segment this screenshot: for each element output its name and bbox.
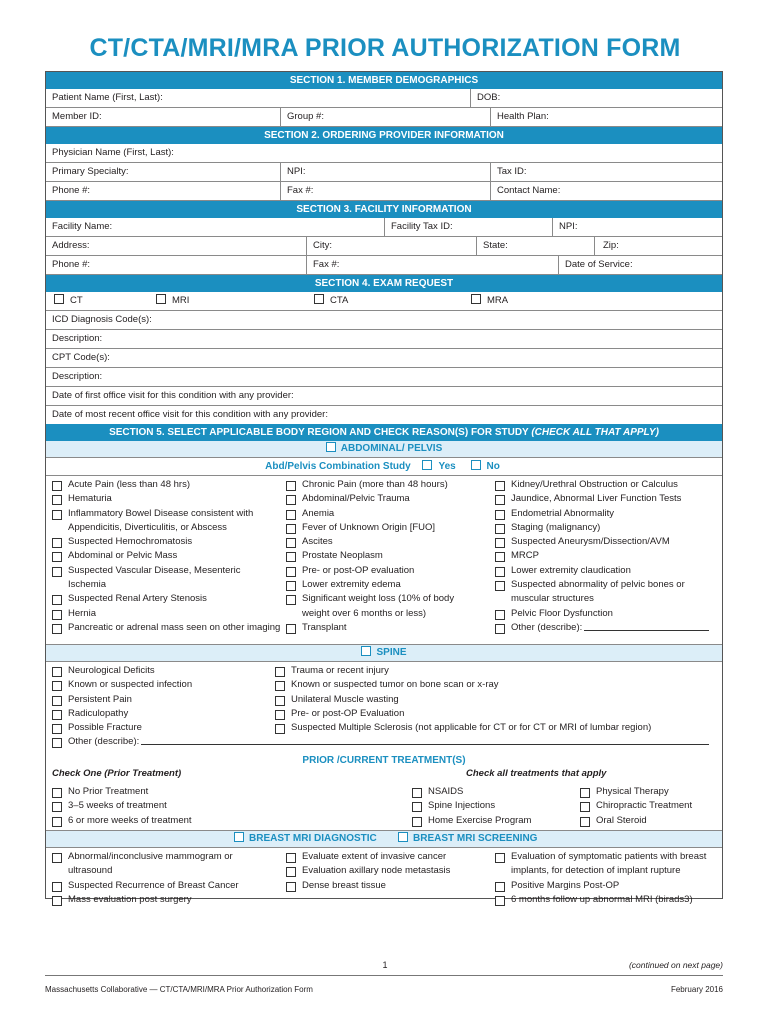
- checkbox-icon: [52, 817, 62, 827]
- checkbox-option[interactable]: [52, 607, 284, 621]
- cpt-description-field[interactable]: Description:: [52, 371, 103, 382]
- option-label: Suspected Vascular Disease, Mesenteric: [68, 564, 241, 576]
- combination-study-row: Abd/Pelvis Combination Study Yes No: [46, 458, 722, 476]
- row-facility-name: [46, 218, 722, 237]
- footer-date: February 2016: [670, 985, 723, 994]
- checkbox-option[interactable]: [286, 850, 486, 864]
- checkbox-option[interactable]: [52, 564, 284, 593]
- option-label: Evaluation of symptomatic patients with breast: [511, 851, 707, 862]
- checkbox-icon: [156, 294, 166, 304]
- option-label: Hernia: [68, 607, 96, 619]
- state-field[interactable]: State:: [476, 237, 594, 255]
- checkbox-option[interactable]: [286, 492, 486, 506]
- option-label: Lower extremity edema: [302, 579, 401, 591]
- checkbox-icon: [495, 896, 505, 906]
- row-patient-name: [46, 89, 722, 108]
- row-physician: [46, 144, 722, 163]
- breast-column-3: [495, 850, 723, 907]
- option-label: Suspected abnormality of pelvic bones or: [511, 579, 685, 591]
- checkbox-icon: [52, 510, 62, 520]
- option-label: Evaluation axillary node metastasis: [302, 865, 451, 877]
- checkbox-option[interactable]: [52, 478, 284, 492]
- date-of-service-field[interactable]: Date of Service:: [558, 256, 724, 274]
- exam-ct-option[interactable]: CT: [48, 292, 148, 310]
- prior-treatment-instructions: [46, 768, 722, 782]
- row-cpt: [46, 349, 722, 368]
- checkbox-icon: [495, 567, 505, 577]
- checkbox-option[interactable]: [580, 814, 720, 828]
- footer-form-name: Massachusetts Collaborative — CT/CTA/MRI/MRA Prior Authorization Form: [45, 985, 313, 994]
- option-label: Suspected Multiple Sclerosis (not applicable for CT or for CT or MRI of lumbar region): [291, 722, 652, 734]
- checkbox-option[interactable]: [52, 592, 284, 606]
- option-label: Pre- or post-OP Evaluation: [291, 707, 405, 719]
- checkbox-icon: [495, 624, 505, 634]
- checkbox-option[interactable]: [495, 492, 723, 506]
- checkbox-icon: [286, 552, 296, 562]
- checkbox-icon: [275, 710, 285, 720]
- checkbox-icon: [286, 524, 296, 534]
- checkbox-icon: [286, 882, 296, 892]
- checkbox-icon: [495, 581, 505, 591]
- address-field[interactable]: Address:: [52, 240, 90, 251]
- option-label-continued: implants, for detection of implant rupture: [511, 865, 681, 877]
- option-label-continued: Appendicitis, Diverticulitis, or Abscess: [68, 521, 227, 533]
- combo-no-option[interactable]: No: [468, 461, 503, 472]
- provider-npi-field[interactable]: NPI:: [280, 163, 490, 181]
- prior-treatment-title: PRIOR /CURRENT TREATMENT(S): [302, 755, 466, 766]
- option-label: Mass evaluation post surgery: [68, 893, 192, 905]
- option-label: Ascites: [302, 536, 333, 548]
- option-label: Known or suspected tumor on bone scan or x-ray: [291, 679, 499, 691]
- row-icd: [46, 311, 722, 330]
- option-label: 3–5 weeks of treatment: [68, 800, 167, 812]
- checkbox-icon: [52, 595, 62, 605]
- checkbox-option[interactable]: [52, 850, 282, 879]
- option-label: Dense breast tissue: [302, 879, 386, 891]
- checkbox-option[interactable]: [52, 879, 282, 893]
- option-label: Lower extremity claudication: [511, 564, 631, 576]
- option-label: Acute Pain (less than 48 hrs): [68, 479, 190, 490]
- checkbox-option[interactable]: [275, 693, 720, 707]
- checkbox-option[interactable]: [52, 785, 252, 799]
- option-label: Possible Fracture: [68, 722, 142, 734]
- option-label: Physical Therapy: [596, 786, 669, 797]
- checkbox-icon: [52, 738, 62, 748]
- option-label: Persistent Pain: [68, 693, 132, 705]
- checkbox-option[interactable]: [52, 893, 282, 907]
- checkbox-icon: [495, 610, 505, 620]
- checkbox-icon: [52, 696, 62, 706]
- breast-screening-option[interactable]: BREAST MRI SCREENING: [398, 831, 537, 847]
- checkbox-icon: [495, 538, 505, 548]
- option-label: Prostate Neoplasm: [302, 550, 383, 562]
- checkbox-option[interactable]: [286, 521, 486, 535]
- option-label: Pancreatic or adrenal mass seen on other imaging: [68, 621, 281, 633]
- checkbox-icon: [52, 724, 62, 734]
- checkbox-option[interactable]: [286, 592, 486, 621]
- checkbox-option[interactable]: [286, 549, 486, 563]
- checkbox-icon: [52, 882, 62, 892]
- option-label: Hematuria: [68, 493, 112, 505]
- breast-reasons: [46, 848, 722, 908]
- option-label: Home Exercise Program: [428, 814, 532, 826]
- check-all-label: Check all treatments that apply: [466, 768, 607, 779]
- option-label: Inflammatory Bowel Disease consistent with: [68, 507, 254, 519]
- facility-npi-field[interactable]: NPI:: [552, 218, 724, 236]
- checkbox-option[interactable]: [52, 799, 252, 813]
- checkbox-option[interactable]: [52, 621, 284, 635]
- continued-note: (continued on next page): [628, 960, 723, 970]
- checkbox-option[interactable]: [286, 535, 486, 549]
- checkbox-icon: [286, 510, 296, 520]
- combo-yes-option[interactable]: Yes: [419, 461, 458, 472]
- checkbox-icon: [471, 294, 481, 304]
- footer-divider: [45, 975, 723, 976]
- checkbox-icon: [286, 538, 296, 548]
- checkbox-icon: [471, 460, 481, 470]
- describe-line[interactable]: [141, 735, 709, 745]
- section-3-header: SECTION 3. FACILITY INFORMATION: [46, 201, 722, 218]
- patient-name-field[interactable]: Patient Name (First, Last):: [52, 92, 163, 103]
- prior-treatment-options: [46, 782, 722, 830]
- checkbox-icon: [52, 567, 62, 577]
- breast-column-1: [52, 850, 282, 907]
- checkbox-icon: [286, 853, 296, 863]
- option-label: MRCP: [511, 550, 539, 562]
- checkbox-icon: [412, 802, 422, 812]
- cpt-codes-field[interactable]: CPT Code(s):: [52, 352, 110, 363]
- checkbox-option[interactable]: [495, 535, 723, 549]
- icd-codes-field[interactable]: ICD Diagnosis Code(s):: [52, 314, 152, 325]
- option-label: Suspected Aneurysm/Dissection/AVM: [511, 536, 670, 548]
- checkbox-icon: [412, 817, 422, 827]
- checkbox-option[interactable]: [495, 621, 723, 635]
- checkbox-icon: [495, 853, 505, 863]
- checkbox-option[interactable]: [52, 549, 284, 563]
- checkbox-option[interactable]: [495, 578, 723, 607]
- checkbox-icon: [314, 294, 324, 304]
- option-label: NSAIDS: [428, 786, 464, 797]
- checkbox-option[interactable]: [412, 814, 572, 828]
- check-one-label: Check One (Prior Treatment): [52, 768, 182, 779]
- row-recent-visit: [46, 406, 722, 424]
- checkbox-icon: [495, 481, 505, 491]
- checkbox-icon: [234, 832, 244, 842]
- provider-fax-field[interactable]: Fax #:: [280, 182, 490, 200]
- checkbox-option[interactable]: [52, 492, 284, 506]
- row-address: [46, 237, 722, 256]
- option-label: Abnormal/inconclusive mammogram or: [68, 851, 233, 862]
- checkbox-icon: [495, 495, 505, 505]
- option-label-continued: ultrasound: [68, 865, 113, 877]
- prior-treatment-column-2: [412, 785, 572, 828]
- physician-name-field[interactable]: Physician Name (First, Last):: [52, 147, 174, 158]
- checkbox-icon: [52, 802, 62, 812]
- checkbox-icon: [52, 788, 62, 798]
- option-label-continued: muscular structures: [511, 593, 594, 605]
- section-1-header: SECTION 1. MEMBER DEMOGRAPHICS: [46, 72, 722, 89]
- checkbox-icon: [495, 510, 505, 520]
- checkbox-option[interactable]: [495, 879, 723, 893]
- abdominal-column-1: [52, 478, 284, 635]
- facility-tax-id-field[interactable]: Facility Tax ID:: [384, 218, 552, 236]
- form-title: CT/CTA/MRI/MRA PRIOR AUTHORIZATION FORM: [89, 34, 681, 62]
- checkbox-option[interactable]: [52, 693, 272, 707]
- checkbox-icon: [286, 581, 296, 591]
- checkbox-icon: [398, 832, 408, 842]
- abdominal-column-3: [495, 478, 723, 635]
- checkbox-option[interactable]: [286, 478, 486, 492]
- checkbox-icon: [52, 481, 62, 491]
- exam-cta-option[interactable]: CTA: [308, 292, 458, 310]
- option-label: Spine Injections: [428, 800, 496, 812]
- checkbox-icon: [52, 552, 62, 562]
- checkbox-icon: [286, 495, 296, 505]
- row-member-id: [46, 108, 722, 127]
- option-label: Chronic Pain (more than 48 hours): [302, 479, 448, 490]
- checkbox-icon: [275, 667, 285, 677]
- checkbox-icon: [422, 460, 432, 470]
- prior-authorization-form: [45, 71, 723, 905]
- checkbox-icon: [52, 538, 62, 548]
- checkbox-icon: [52, 495, 62, 505]
- checkbox-option[interactable]: [286, 864, 486, 878]
- checkbox-icon: [52, 681, 62, 691]
- provider-phone-field[interactable]: Phone #:: [52, 185, 91, 196]
- row-desc-2: [46, 368, 722, 387]
- checkbox-option[interactable]: [52, 507, 284, 536]
- checkbox-icon: [52, 710, 62, 720]
- breast-diagnostic-option[interactable]: BREAST MRI DIAGNOSTIC: [234, 831, 377, 847]
- icd-description-field[interactable]: Description:: [52, 333, 103, 344]
- checkbox-option[interactable]: [495, 850, 723, 879]
- checkbox-option[interactable]: [52, 664, 272, 678]
- option-label: Suspected Recurrence of Breast Cancer: [68, 879, 239, 891]
- checkbox-icon: [495, 882, 505, 892]
- checkbox-icon: [286, 595, 296, 605]
- row-specialty: [46, 163, 722, 182]
- checkbox-icon: [52, 624, 62, 634]
- row-desc-1: [46, 330, 722, 349]
- checkbox-icon: [52, 610, 62, 620]
- checkbox-option[interactable]: [495, 564, 723, 578]
- health-plan-field[interactable]: Health Plan:: [490, 108, 724, 126]
- option-label: 6 or more weeks of treatment: [68, 814, 192, 826]
- checkbox-icon: [580, 788, 590, 798]
- checkbox-option[interactable]: [286, 507, 486, 521]
- checkbox-icon: [275, 724, 285, 734]
- abdominal-column-2: [286, 478, 486, 635]
- option-label: Jaundice, Abnormal Liver Function Tests: [511, 493, 682, 505]
- checkbox-option[interactable]: [495, 478, 723, 492]
- row-provider-phone: [46, 182, 722, 201]
- option-label: Staging (malignancy): [511, 521, 601, 533]
- option-label: Transplant: [302, 621, 347, 633]
- checkbox-option[interactable]: [412, 785, 572, 799]
- checkbox-option[interactable]: [412, 799, 572, 813]
- spine-reasons: [46, 662, 722, 754]
- section-5-header: SECTION 5. SELECT APPLICABLE BODY REGION AND CHECK REASON(S) FOR STUDY (CHECK ALL THAT APPLY): [46, 424, 722, 441]
- checkbox-option[interactable]: [286, 564, 486, 578]
- spine-column-2: [275, 664, 720, 735]
- checkbox-option[interactable]: [275, 721, 720, 735]
- checkbox-option[interactable]: [580, 799, 720, 813]
- facility-fax-field[interactable]: Fax #:: [306, 256, 558, 274]
- option-label: Trauma or recent injury: [291, 665, 389, 676]
- checkbox-icon: [286, 481, 296, 491]
- option-label: Evaluate extent of invasive cancer: [302, 851, 447, 862]
- prior-treatment-column-3: [580, 785, 720, 828]
- dob-field[interactable]: DOB:: [470, 89, 724, 107]
- facility-phone-field[interactable]: Phone #:: [52, 259, 91, 270]
- checkbox-icon: [52, 667, 62, 677]
- checkbox-icon: [580, 817, 590, 827]
- option-label: Unilateral Muscle wasting: [291, 693, 399, 705]
- checkbox-icon: [275, 696, 285, 706]
- checkbox-option[interactable]: [286, 621, 486, 635]
- abdominal-pelvis-header[interactable]: ABDOMINAL/ PELVIS: [46, 441, 722, 458]
- describe-line[interactable]: [584, 621, 709, 631]
- option-label: 6 months follow up abnormal MRI (birads3): [511, 893, 693, 905]
- option-label: Positive Margins Post-OP: [511, 879, 620, 891]
- checkbox-option[interactable]: [52, 721, 272, 735]
- option-label-continued: weight over 6 months or less): [302, 607, 427, 619]
- spine-header[interactable]: SPINE: [46, 644, 722, 662]
- option-label: Anemia: [302, 507, 335, 519]
- option-label: Abdominal/Pelvic Trauma: [302, 493, 410, 505]
- checkbox-option[interactable]: [495, 893, 723, 907]
- row-facility-phone: [46, 256, 722, 275]
- checkbox-icon: [52, 853, 62, 863]
- option-label: Endometrial Abnormality: [511, 507, 614, 519]
- option-label: Fever of Unknown Origin [FUO]: [302, 521, 436, 533]
- section-2-header: SECTION 2. ORDERING PROVIDER INFORMATION: [46, 127, 722, 144]
- option-label: Known or suspected infection: [68, 679, 193, 691]
- section-4-header: SECTION 4. EXAM REQUEST: [46, 275, 722, 292]
- checkbox-option[interactable]: [52, 707, 272, 721]
- row-first-visit: [46, 387, 722, 406]
- checkbox-option[interactable]: [275, 664, 720, 678]
- option-label-continued: Ischemia: [68, 579, 107, 591]
- checkbox-option[interactable]: [52, 535, 284, 549]
- option-label: Other (describe):: [511, 621, 583, 633]
- row-exam-types: [46, 292, 722, 311]
- checkbox-option[interactable]: [580, 785, 720, 799]
- breast-column-2: [286, 850, 486, 893]
- option-label: Kidney/Urethral Obstruction or Calculus: [511, 479, 678, 490]
- checkbox-icon: [286, 567, 296, 577]
- checkbox-option[interactable]: [495, 521, 723, 535]
- option-label: Significant weight loss (10% of body: [302, 593, 455, 605]
- checkbox-option[interactable]: [495, 507, 723, 521]
- checkbox-icon: [275, 681, 285, 691]
- option-label: No Prior Treatment: [68, 786, 149, 797]
- checkbox-icon: [286, 867, 296, 877]
- facility-name-field[interactable]: Facility Name:: [52, 221, 113, 232]
- exam-mra-option[interactable]: MRA: [465, 292, 615, 310]
- option-label: Radiculopathy: [68, 707, 129, 719]
- recent-visit-date-field[interactable]: Date of most recent office visit for this condition with any provider:: [52, 409, 328, 420]
- checkbox-icon: [580, 802, 590, 812]
- checkbox-icon: [286, 624, 296, 634]
- checkbox-option[interactable]: [275, 707, 720, 721]
- zip-field[interactable]: Zip:: [594, 237, 724, 255]
- option-label: Abdominal or Pelvic Mass: [68, 550, 178, 562]
- checkbox-icon: [412, 788, 422, 798]
- prior-treatment-column-1: [52, 785, 252, 828]
- page-number: 1: [382, 960, 388, 970]
- option-label: Pre- or post-OP evaluation: [302, 564, 415, 576]
- checkbox-option[interactable]: [286, 879, 486, 893]
- checkbox-icon: [495, 524, 505, 534]
- option-label: Chiropractic Treatment: [596, 800, 693, 812]
- checkbox-option[interactable]: [495, 607, 723, 621]
- option-label: Pelvic Floor Dysfunction: [511, 607, 613, 619]
- spine-column-1: [52, 664, 272, 750]
- tax-id-field[interactable]: Tax ID:: [490, 163, 724, 181]
- checkbox-icon: [52, 896, 62, 906]
- checkbox-icon: [361, 646, 371, 656]
- checkbox-icon: [326, 442, 336, 452]
- contact-name-field[interactable]: Contact Name:: [490, 182, 724, 200]
- checkbox-icon: [54, 294, 64, 304]
- checkbox-option[interactable]: [52, 735, 272, 749]
- option-label: Oral Steroid: [596, 814, 647, 826]
- breast-mri-header: [46, 830, 722, 848]
- option-label: Other (describe):: [68, 736, 140, 748]
- checkbox-option[interactable]: [275, 678, 720, 692]
- checkbox-option[interactable]: [52, 814, 252, 828]
- checkbox-icon: [495, 552, 505, 562]
- group-field[interactable]: Group #:: [280, 108, 490, 126]
- first-visit-date-field[interactable]: Date of first office visit for this condition with any provider:: [52, 390, 294, 401]
- abdominal-reasons: [46, 476, 722, 644]
- option-label: Suspected Hemochromatosis: [68, 536, 193, 548]
- exam-mri-option[interactable]: MRI: [150, 292, 300, 310]
- checkbox-option[interactable]: [286, 578, 486, 592]
- option-label: Neurological Deficits: [68, 665, 155, 676]
- option-label: Suspected Renal Artery Stenosis: [68, 593, 207, 605]
- primary-specialty-field[interactable]: Primary Specialty:: [52, 166, 129, 177]
- checkbox-option[interactable]: [495, 549, 723, 563]
- member-id-field[interactable]: Member ID:: [52, 111, 102, 122]
- checkbox-option[interactable]: [52, 678, 272, 692]
- city-field[interactable]: City:: [306, 237, 476, 255]
